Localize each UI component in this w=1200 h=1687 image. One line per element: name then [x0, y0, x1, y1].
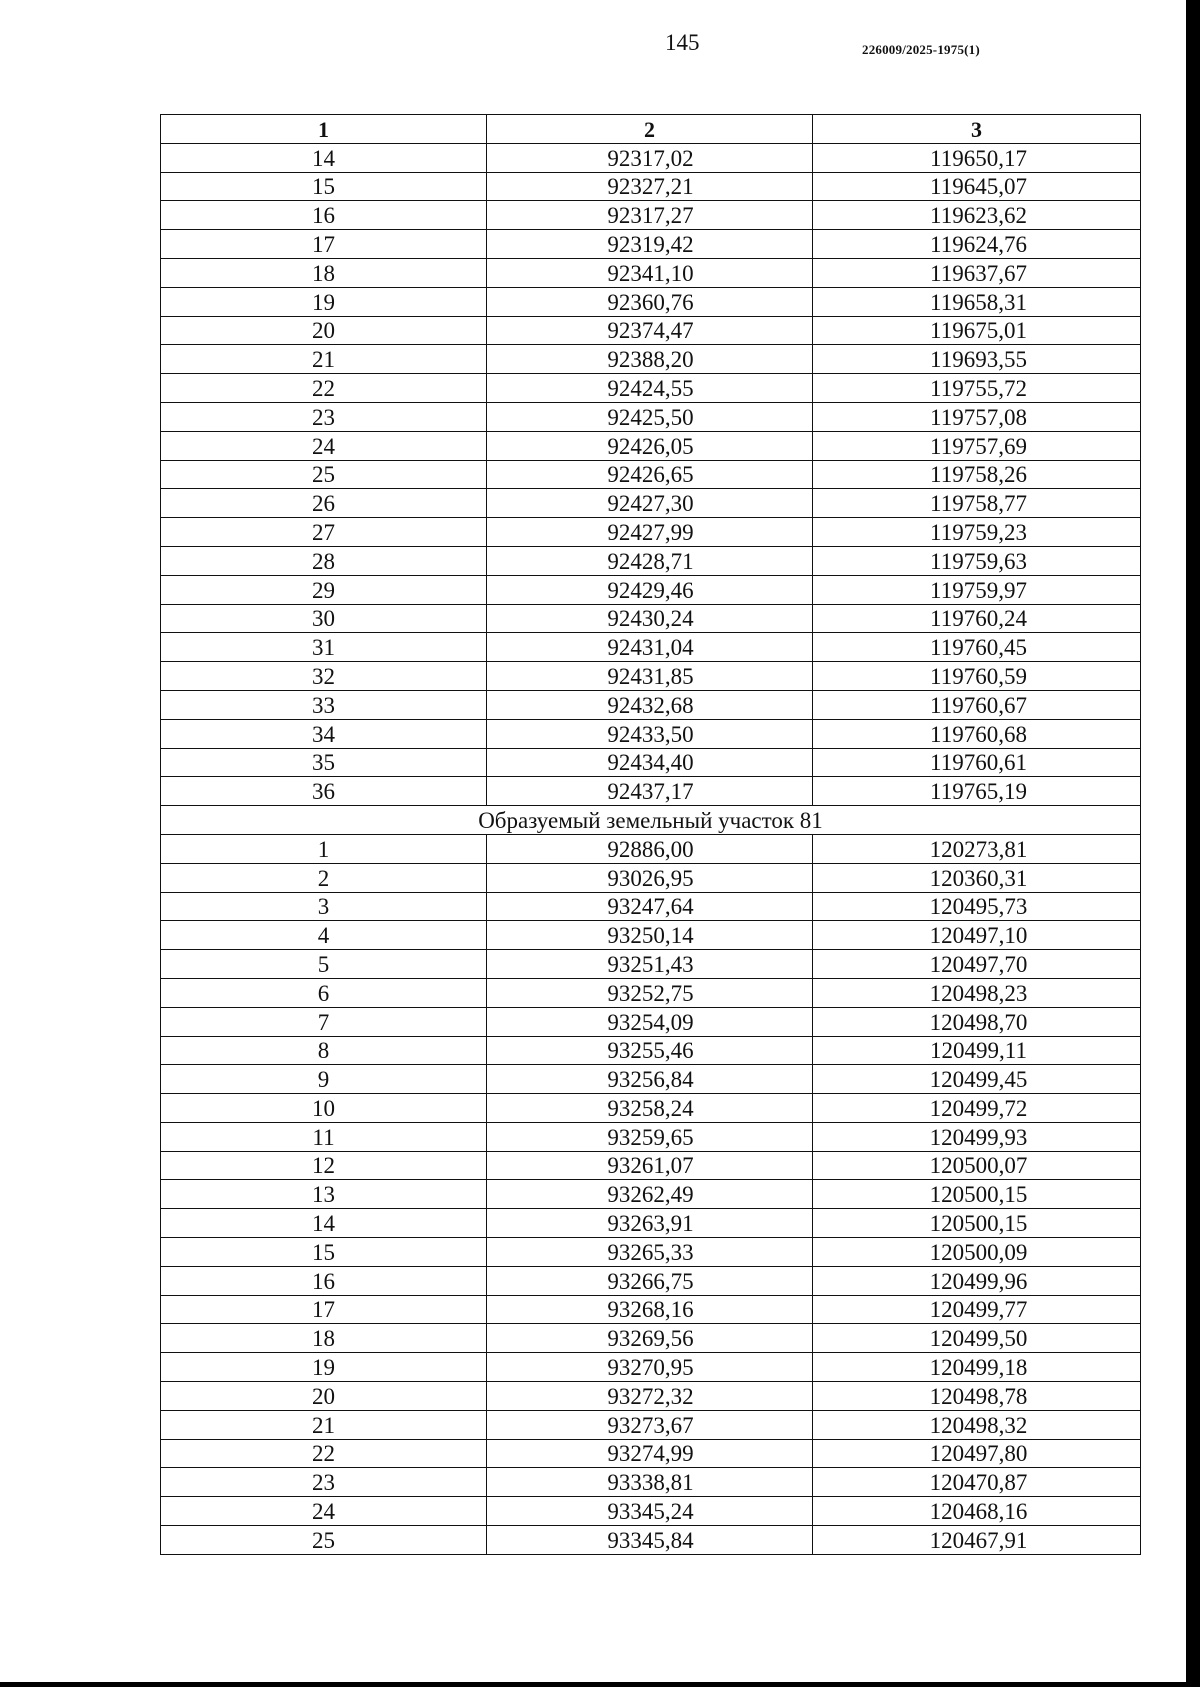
cell-point-number: 30: [161, 604, 487, 633]
table-row: [161, 230, 1141, 259]
table-row: [161, 892, 1141, 921]
table-section: [161, 806, 1141, 835]
cell-x-coordinate: 93252,75: [487, 978, 813, 1007]
cell-y-coordinate: 119759,63: [813, 546, 1141, 575]
table-row: [161, 1324, 1141, 1353]
cell-point-number: 27: [161, 518, 487, 547]
table-row: [161, 1382, 1141, 1411]
cell-point-number: 15: [161, 172, 487, 201]
cell-x-coordinate: 92425,50: [487, 402, 813, 431]
cell-point-number: 24: [161, 431, 487, 460]
cell-y-coordinate: 119758,26: [813, 460, 1141, 489]
cell-point-number: 12: [161, 1151, 487, 1180]
table-row: [161, 777, 1141, 806]
column-header-y: 3: [813, 115, 1141, 144]
cell-y-coordinate: 120273,81: [813, 834, 1141, 863]
cell-y-coordinate: 119623,62: [813, 201, 1141, 230]
table-row: [161, 1065, 1141, 1094]
table-row: [161, 690, 1141, 719]
table-row: [161, 662, 1141, 691]
table-row: [161, 978, 1141, 1007]
column-header-x: 2: [487, 115, 813, 144]
cell-y-coordinate: 119760,45: [813, 633, 1141, 662]
cell-x-coordinate: 93255,46: [487, 1036, 813, 1065]
cell-point-number: 4: [161, 921, 487, 950]
cell-point-number: 29: [161, 575, 487, 604]
cell-x-coordinate: 92388,20: [487, 345, 813, 374]
table-body-part2: [161, 834, 1141, 1554]
cell-point-number: 23: [161, 1468, 487, 1497]
table-row: [161, 1180, 1141, 1209]
cell-point-number: 33: [161, 690, 487, 719]
cell-point-number: 26: [161, 489, 487, 518]
cell-point-number: 9: [161, 1065, 487, 1094]
table-row: [161, 431, 1141, 460]
table-row: [161, 143, 1141, 172]
cell-y-coordinate: 120468,16: [813, 1497, 1141, 1526]
cell-y-coordinate: 119765,19: [813, 777, 1141, 806]
cell-point-number: 21: [161, 1410, 487, 1439]
cell-x-coordinate: 93259,65: [487, 1122, 813, 1151]
cell-point-number: 13: [161, 1180, 487, 1209]
table-row: [161, 834, 1141, 863]
cell-point-number: 6: [161, 978, 487, 1007]
cell-x-coordinate: 92426,05: [487, 431, 813, 460]
table-row: [161, 1266, 1141, 1295]
cell-x-coordinate: 93270,95: [487, 1353, 813, 1382]
cell-point-number: 18: [161, 1324, 487, 1353]
coordinates-table: [160, 114, 1141, 1555]
cell-y-coordinate: 120497,80: [813, 1439, 1141, 1468]
table-row: [161, 489, 1141, 518]
section-row: [161, 806, 1141, 835]
cell-x-coordinate: 92431,85: [487, 662, 813, 691]
cell-x-coordinate: 92437,17: [487, 777, 813, 806]
cell-y-coordinate: 120499,96: [813, 1266, 1141, 1295]
cell-y-coordinate: 119658,31: [813, 287, 1141, 316]
cell-x-coordinate: 92426,65: [487, 460, 813, 489]
cell-point-number: 22: [161, 374, 487, 403]
section-title: Образуемый земельный участок 81: [161, 806, 1141, 835]
cell-y-coordinate: 120500,07: [813, 1151, 1141, 1180]
cell-x-coordinate: 93274,99: [487, 1439, 813, 1468]
cell-x-coordinate: 92432,68: [487, 690, 813, 719]
cell-y-coordinate: 120499,11: [813, 1036, 1141, 1065]
cell-x-coordinate: 92886,00: [487, 834, 813, 863]
cell-x-coordinate: 93251,43: [487, 950, 813, 979]
cell-point-number: 1: [161, 834, 487, 863]
cell-x-coordinate: 92427,30: [487, 489, 813, 518]
cell-point-number: 19: [161, 287, 487, 316]
cell-x-coordinate: 92431,04: [487, 633, 813, 662]
cell-x-coordinate: 92428,71: [487, 546, 813, 575]
cell-y-coordinate: 120499,18: [813, 1353, 1141, 1382]
cell-y-coordinate: 119757,08: [813, 402, 1141, 431]
cell-y-coordinate: 119759,23: [813, 518, 1141, 547]
cell-point-number: 10: [161, 1094, 487, 1123]
cell-y-coordinate: 120498,23: [813, 978, 1141, 1007]
cell-point-number: 19: [161, 1353, 487, 1382]
cell-x-coordinate: 93262,49: [487, 1180, 813, 1209]
cell-y-coordinate: 119650,17: [813, 143, 1141, 172]
cell-x-coordinate: 93265,33: [487, 1238, 813, 1267]
table-row: [161, 172, 1141, 201]
table-row: [161, 345, 1141, 374]
cell-y-coordinate: 119760,61: [813, 748, 1141, 777]
cell-x-coordinate: 92430,24: [487, 604, 813, 633]
cell-y-coordinate: 119675,01: [813, 316, 1141, 345]
cell-y-coordinate: 119757,69: [813, 431, 1141, 460]
cell-y-coordinate: 119693,55: [813, 345, 1141, 374]
table-row: [161, 1295, 1141, 1324]
cell-y-coordinate: 120497,70: [813, 950, 1141, 979]
cell-point-number: 18: [161, 258, 487, 287]
cell-point-number: 25: [161, 460, 487, 489]
cell-point-number: 17: [161, 1295, 487, 1324]
table-row: [161, 1122, 1141, 1151]
table-row: [161, 1468, 1141, 1497]
cell-point-number: 24: [161, 1497, 487, 1526]
cell-y-coordinate: 119760,59: [813, 662, 1141, 691]
cell-x-coordinate: 92319,42: [487, 230, 813, 259]
cell-x-coordinate: 92429,46: [487, 575, 813, 604]
table-row: [161, 633, 1141, 662]
cell-x-coordinate: 93272,32: [487, 1382, 813, 1411]
cell-x-coordinate: 93254,09: [487, 1007, 813, 1036]
cell-x-coordinate: 93266,75: [487, 1266, 813, 1295]
cell-point-number: 36: [161, 777, 487, 806]
table-row: [161, 258, 1141, 287]
table-row: [161, 1007, 1141, 1036]
table-row: [161, 950, 1141, 979]
cell-point-number: 2: [161, 863, 487, 892]
table-row: [161, 1036, 1141, 1065]
cell-x-coordinate: 93256,84: [487, 1065, 813, 1094]
table-row: [161, 374, 1141, 403]
table-row: [161, 604, 1141, 633]
cell-point-number: 20: [161, 316, 487, 345]
cell-point-number: 28: [161, 546, 487, 575]
cell-y-coordinate: 120470,87: [813, 1468, 1141, 1497]
cell-point-number: 17: [161, 230, 487, 259]
cell-point-number: 16: [161, 201, 487, 230]
cell-point-number: 15: [161, 1238, 487, 1267]
table-row: [161, 402, 1141, 431]
cell-x-coordinate: 93345,84: [487, 1526, 813, 1555]
cell-point-number: 34: [161, 719, 487, 748]
cell-y-coordinate: 119758,77: [813, 489, 1141, 518]
cell-y-coordinate: 119759,97: [813, 575, 1141, 604]
table-row: [161, 1094, 1141, 1123]
cell-point-number: 23: [161, 402, 487, 431]
cell-y-coordinate: 120500,15: [813, 1209, 1141, 1238]
table-header-row: [161, 115, 1141, 144]
document-id: 226009/2025-1975(1): [862, 42, 980, 57]
scan-edge-bottom: [0, 1682, 1200, 1687]
cell-x-coordinate: 93247,64: [487, 892, 813, 921]
cell-x-coordinate: 92327,21: [487, 172, 813, 201]
cell-x-coordinate: 92433,50: [487, 719, 813, 748]
cell-x-coordinate: 93338,81: [487, 1468, 813, 1497]
cell-point-number: 14: [161, 1209, 487, 1238]
cell-y-coordinate: 120498,70: [813, 1007, 1141, 1036]
table-row: [161, 748, 1141, 777]
cell-x-coordinate: 93261,07: [487, 1151, 813, 1180]
scan-edge-right: [1186, 0, 1200, 1687]
cell-x-coordinate: 93269,56: [487, 1324, 813, 1353]
cell-point-number: 32: [161, 662, 487, 691]
cell-y-coordinate: 119760,24: [813, 604, 1141, 633]
cell-y-coordinate: 120498,32: [813, 1410, 1141, 1439]
cell-point-number: 8: [161, 1036, 487, 1065]
table-row: [161, 1439, 1141, 1468]
cell-y-coordinate: 120467,91: [813, 1526, 1141, 1555]
table-row: [161, 518, 1141, 547]
cell-x-coordinate: 93345,24: [487, 1497, 813, 1526]
table-row: [161, 921, 1141, 950]
cell-point-number: 20: [161, 1382, 487, 1411]
cell-x-coordinate: 93026,95: [487, 863, 813, 892]
cell-y-coordinate: 120499,77: [813, 1295, 1141, 1324]
cell-y-coordinate: 119645,07: [813, 172, 1141, 201]
table-row: [161, 1497, 1141, 1526]
cell-x-coordinate: 92424,55: [487, 374, 813, 403]
cell-y-coordinate: 119624,76: [813, 230, 1141, 259]
cell-y-coordinate: 119755,72: [813, 374, 1141, 403]
cell-x-coordinate: 92317,02: [487, 143, 813, 172]
page-number: 145: [665, 30, 700, 55]
cell-point-number: 11: [161, 1122, 487, 1151]
column-header-point: 1: [161, 115, 487, 144]
table-row: [161, 1151, 1141, 1180]
table-row: [161, 1238, 1141, 1267]
cell-y-coordinate: 119637,67: [813, 258, 1141, 287]
cell-y-coordinate: 120498,78: [813, 1382, 1141, 1411]
table-row: [161, 201, 1141, 230]
cell-x-coordinate: 93273,67: [487, 1410, 813, 1439]
table-row: [161, 460, 1141, 489]
cell-y-coordinate: 120360,31: [813, 863, 1141, 892]
cell-y-coordinate: 120500,09: [813, 1238, 1141, 1267]
cell-point-number: 7: [161, 1007, 487, 1036]
cell-point-number: 5: [161, 950, 487, 979]
table-row: [161, 1353, 1141, 1382]
cell-y-coordinate: 119760,68: [813, 719, 1141, 748]
table-row: [161, 316, 1141, 345]
cell-y-coordinate: 120499,45: [813, 1065, 1141, 1094]
table-row: [161, 1410, 1141, 1439]
table-row: [161, 287, 1141, 316]
cell-y-coordinate: 120499,93: [813, 1122, 1141, 1151]
cell-y-coordinate: 120495,73: [813, 892, 1141, 921]
cell-y-coordinate: 120497,10: [813, 921, 1141, 950]
table-row: [161, 1526, 1141, 1555]
table-row: [161, 575, 1141, 604]
table-row: [161, 719, 1141, 748]
cell-point-number: 31: [161, 633, 487, 662]
cell-x-coordinate: 93268,16: [487, 1295, 813, 1324]
cell-x-coordinate: 93263,91: [487, 1209, 813, 1238]
cell-point-number: 14: [161, 143, 487, 172]
cell-y-coordinate: 120499,50: [813, 1324, 1141, 1353]
cell-x-coordinate: 92374,47: [487, 316, 813, 345]
cell-x-coordinate: 92427,99: [487, 518, 813, 547]
table-row: [161, 546, 1141, 575]
cell-point-number: 21: [161, 345, 487, 374]
cell-point-number: 35: [161, 748, 487, 777]
cell-x-coordinate: 93250,14: [487, 921, 813, 950]
cell-y-coordinate: 120500,15: [813, 1180, 1141, 1209]
cell-point-number: 22: [161, 1439, 487, 1468]
cell-x-coordinate: 92317,27: [487, 201, 813, 230]
table-row: [161, 863, 1141, 892]
cell-x-coordinate: 92341,10: [487, 258, 813, 287]
cell-x-coordinate: 92434,40: [487, 748, 813, 777]
cell-point-number: 3: [161, 892, 487, 921]
table-row: [161, 1209, 1141, 1238]
cell-x-coordinate: 93258,24: [487, 1094, 813, 1123]
cell-point-number: 16: [161, 1266, 487, 1295]
cell-y-coordinate: 119760,67: [813, 690, 1141, 719]
cell-x-coordinate: 92360,76: [487, 287, 813, 316]
cell-point-number: 25: [161, 1526, 487, 1555]
cell-y-coordinate: 120499,72: [813, 1094, 1141, 1123]
table-body-part1: [161, 143, 1141, 805]
